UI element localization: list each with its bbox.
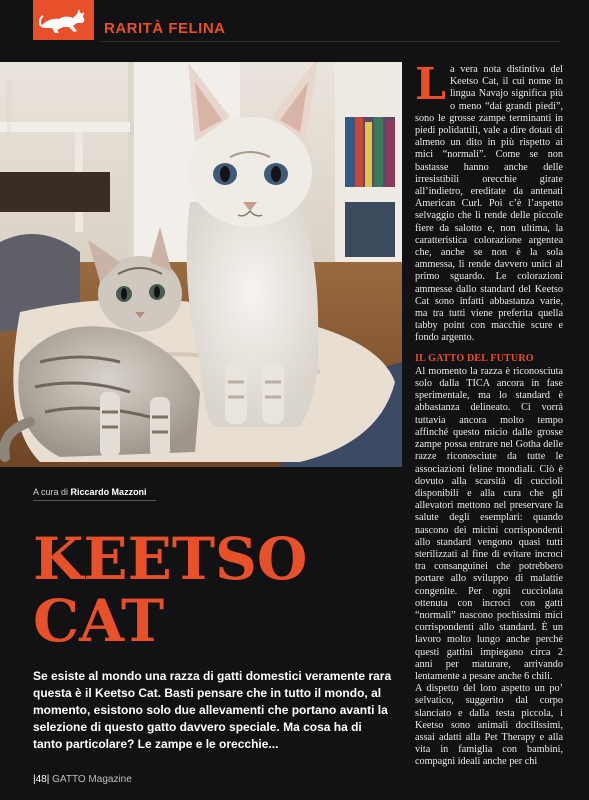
title-line-1: KEETSO (33, 525, 308, 593)
two-cats-illustration (0, 62, 402, 467)
photo-credit: ©keetsocats.com (5, 80, 12, 134)
magazine-name: GATTO Magazine (52, 774, 132, 785)
subheading: IL GATTO DEL FUTURO (415, 352, 534, 364)
title-line-2: CAT (33, 587, 165, 655)
body-paragraph-1 (415, 59, 563, 345)
byline-author: Riccardo Mazzoni (70, 487, 147, 497)
page-number: 48 (35, 774, 47, 785)
paragraph-1-text: a vera nota distintiva del Keetso Cat, il cui nome in lingua Navajo significa più o meno “dai grandi piedi”, sono le grosse zampe terminanti in piedi polidattili, vale a dire dotati di almeno un dito in più rispetto ai mici “normali”. Come se non bastasse hanno anche delle irresistibili orecchie girate all’indietro, ereditate da antenati American Curl. Poi c’è l’aspetto selvaggio che li rende delle piccole fiere da salotto e, non ultima, la caratteristica colorazione argentea che, anche se non è la sola ammessa, li rende davvero unici al primo sguardo. Le colorazioni ammesse dallo standard del Keetso Cat sono infatti abbastanza varie, ma tra tutti viene preferita quella tabby point con macchie scure e fondo argento. (415, 64, 563, 344)
magazine-logo (33, 0, 94, 40)
body-column (415, 59, 563, 769)
byline-divider (33, 500, 156, 501)
article-title (33, 525, 308, 655)
running-cat-icon (39, 6, 89, 34)
byline-prefix: A cura di (33, 487, 69, 497)
section-title: RARITÀ FELINA (104, 20, 226, 37)
dropcap: L (415, 59, 446, 110)
lead-paragraph: Se esiste al mondo una razza di gatti domestici veramente rara questa è il Keetso Cat. Basti pensare che in tutto il mondo, al momento, esistono solo due allevamenti che portano avanti la selezione di questo gatto davvero speciale. Ma cosa ha di tanto particolare? Le zampe e le orecchie... (33, 669, 392, 751)
byline (33, 487, 147, 497)
page-footer: |48| GATTO Magazine (33, 774, 132, 785)
body-paragraph-3: A dispetto del loro aspetto un po’ selvatico, suggerito dal corpo slanciato e dalla testa piccola, i Keetso sono animali docilissimi, assai adatti alla Pet Therapy e alla vita in famiglia con bambini, compagni ideali anche per chi (415, 683, 563, 768)
body-paragraph-2: Al momento la razza è riconosciuta solo dalla TICA ancora in fase sperimentale, ma lo standard è abbastanza delineato. Ci vorrà tuttavia ancora molto tempo affinché questo micio dalle grosse zampe possa entrare nel Gotha delle razze riconosciute da tutte le associazioni feline mondiali. Ciò è dovuto alla scarsità di cuccioli disponibili e alla cura che gli allevatori mettono nel preservare la salute degli esemplari: quando nascono dei micini corrispondenti allo standard vengono quasi tutti sterilizzati al fine di evitare incroci tra consanguinei che potrebbero portare allo sviluppo di malattie congenite. Per ogni cucciolata ottenuta con incroci con gatti “normali” nascono pochissimi mici corrispondenti allo standard. È un lavoro molto lungo anche perché questi gattini impiegano circa 2 anni per maturare, arrivando lentamente a pesare anche 6 chili. (415, 365, 563, 682)
cats-photo (0, 62, 402, 467)
header-divider (100, 41, 561, 42)
page-header (0, 0, 589, 40)
